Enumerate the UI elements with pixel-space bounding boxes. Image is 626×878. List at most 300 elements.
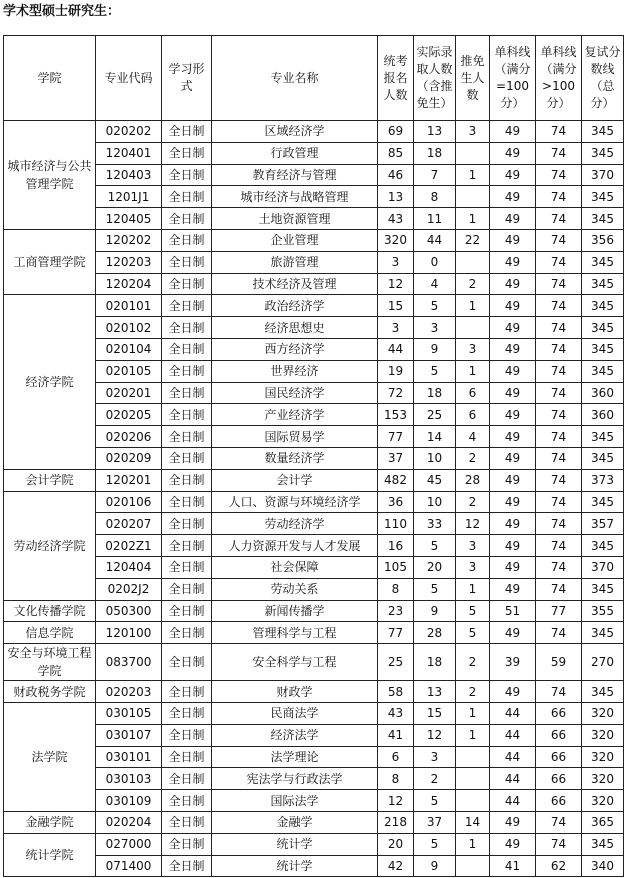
line-100-cell: 49 — [490, 295, 536, 317]
retest-score-cell: 320 — [582, 746, 624, 768]
line-gt100-cell: 66 — [536, 724, 582, 746]
table-row — [4, 208, 624, 230]
line-gt100-cell: 74 — [536, 469, 582, 491]
line-100-cell: 49 — [490, 208, 536, 230]
admitted-cell: 44 — [414, 229, 456, 251]
table-row — [4, 768, 624, 790]
code-cell: 120201 — [96, 469, 162, 491]
retest-score-cell: 345 — [582, 426, 624, 448]
admitted-cell: 33 — [414, 513, 456, 535]
college-cell: 文化传播学院 — [4, 600, 96, 622]
line-gt100-cell: 74 — [536, 681, 582, 703]
mode-cell: 全日制 — [162, 164, 212, 186]
line-100-cell: 49 — [490, 447, 536, 469]
major-cell: 人力资源开发与人才发展 — [212, 535, 378, 557]
college-cell: 劳动经济学院 — [4, 491, 96, 600]
table-row — [4, 681, 624, 703]
mode-cell: 全日制 — [162, 447, 212, 469]
admitted-cell: 3 — [414, 746, 456, 768]
retest-score-cell: 345 — [582, 833, 624, 855]
major-cell: 金融学 — [212, 811, 378, 833]
applicants-cell: 12 — [378, 273, 414, 295]
table-row — [4, 724, 624, 746]
table-row — [4, 855, 624, 877]
exempt-cell: 2 — [456, 491, 490, 513]
line-100-cell: 49 — [490, 121, 536, 143]
retest-score-cell: 373 — [582, 469, 624, 491]
retest-score-cell: 345 — [582, 295, 624, 317]
major-cell: 民商法学 — [212, 702, 378, 724]
major-cell: 经济法学 — [212, 724, 378, 746]
mode-cell: 全日制 — [162, 681, 212, 703]
mode-cell: 全日制 — [162, 273, 212, 295]
table-row — [4, 833, 624, 855]
major-cell: 国际法学 — [212, 790, 378, 812]
line-gt100-cell: 74 — [536, 360, 582, 382]
exempt-cell — [456, 855, 490, 877]
applicants-cell: 42 — [378, 855, 414, 877]
applicants-cell: 8 — [378, 578, 414, 600]
applicants-cell: 320 — [378, 229, 414, 251]
exempt-cell: 1 — [456, 208, 490, 230]
line-100-cell: 49 — [490, 833, 536, 855]
applicants-cell: 77 — [378, 622, 414, 644]
major-cell: 世界经济 — [212, 360, 378, 382]
college-cell: 金融学院 — [4, 811, 96, 833]
admitted-cell: 20 — [414, 556, 456, 578]
line-100-cell: 51 — [490, 600, 536, 622]
table-row — [4, 317, 624, 339]
exempt-cell — [456, 186, 490, 208]
line-100-cell: 49 — [490, 469, 536, 491]
code-cell: 030105 — [96, 702, 162, 724]
header-applicants: 统考报名人数 — [378, 36, 414, 121]
table-row — [4, 535, 624, 557]
admitted-cell: 0 — [414, 251, 456, 273]
code-cell: 020205 — [96, 404, 162, 426]
code-cell: 071400 — [96, 855, 162, 877]
retest-score-cell: 320 — [582, 702, 624, 724]
table-row — [4, 790, 624, 812]
mode-cell: 全日制 — [162, 768, 212, 790]
table-row — [4, 121, 624, 143]
college-cell: 统计学院 — [4, 833, 96, 877]
exempt-cell: 28 — [456, 469, 490, 491]
admitted-cell: 18 — [414, 142, 456, 164]
retest-score-cell: 356 — [582, 229, 624, 251]
exempt-cell: 2 — [456, 644, 490, 681]
code-cell: 020209 — [96, 447, 162, 469]
exempt-cell: 2 — [456, 681, 490, 703]
exempt-cell: 3 — [456, 121, 490, 143]
line-gt100-cell: 74 — [536, 338, 582, 360]
exempt-cell: 1 — [456, 702, 490, 724]
admitted-cell: 5 — [414, 360, 456, 382]
code-cell: 030103 — [96, 768, 162, 790]
header-retest-score: 复试分数线（总分） — [582, 36, 624, 121]
admitted-cell: 45 — [414, 469, 456, 491]
line-gt100-cell: 66 — [536, 746, 582, 768]
major-cell: 旅游管理 — [212, 251, 378, 273]
line-gt100-cell: 77 — [536, 600, 582, 622]
code-cell: 120100 — [96, 622, 162, 644]
major-cell: 企业管理 — [212, 229, 378, 251]
line-gt100-cell: 74 — [536, 273, 582, 295]
code-cell: 030107 — [96, 724, 162, 746]
retest-score-cell: 345 — [582, 447, 624, 469]
code-cell: 030101 — [96, 746, 162, 768]
major-cell: 社会保障 — [212, 556, 378, 578]
line-gt100-cell: 74 — [536, 295, 582, 317]
code-cell: 020202 — [96, 121, 162, 143]
admitted-cell: 12 — [414, 724, 456, 746]
mode-cell: 全日制 — [162, 855, 212, 877]
page-title: 学术型硕士研究生： — [3, 4, 121, 19]
college-cell: 工商管理学院 — [4, 229, 96, 294]
applicants-cell: 3 — [378, 251, 414, 273]
applicants-cell: 46 — [378, 164, 414, 186]
admitted-cell: 37 — [414, 811, 456, 833]
major-cell: 管理科学与工程 — [212, 622, 378, 644]
line-gt100-cell: 66 — [536, 702, 582, 724]
mode-cell: 全日制 — [162, 702, 212, 724]
table-row — [4, 295, 624, 317]
retest-score-cell: 345 — [582, 273, 624, 295]
exempt-cell — [456, 317, 490, 339]
retest-score-cell: 345 — [582, 338, 624, 360]
major-cell: 城市经济与战略管理 — [212, 186, 378, 208]
admitted-cell: 25 — [414, 404, 456, 426]
code-cell: 030109 — [96, 790, 162, 812]
admitted-cell: 11 — [414, 208, 456, 230]
applicants-cell: 110 — [378, 513, 414, 535]
line-100-cell: 49 — [490, 338, 536, 360]
code-cell: 020102 — [96, 317, 162, 339]
major-cell: 新闻传播学 — [212, 600, 378, 622]
line-100-cell: 44 — [490, 702, 536, 724]
table-row — [4, 811, 624, 833]
retest-score-cell: 345 — [582, 186, 624, 208]
header-college: 学院 — [4, 36, 96, 121]
applicants-cell: 77 — [378, 426, 414, 448]
mode-cell: 全日制 — [162, 724, 212, 746]
code-cell: 120403 — [96, 164, 162, 186]
major-cell: 国际贸易学 — [212, 426, 378, 448]
applicants-cell: 23 — [378, 600, 414, 622]
major-cell: 统计学 — [212, 855, 378, 877]
major-cell: 法学理论 — [212, 746, 378, 768]
retest-score-cell: 345 — [582, 208, 624, 230]
line-100-cell: 41 — [490, 855, 536, 877]
admitted-cell: 3 — [414, 317, 456, 339]
code-cell: 050300 — [96, 600, 162, 622]
table-row — [4, 229, 624, 251]
line-100-cell: 49 — [490, 186, 536, 208]
retest-score-cell: 360 — [582, 382, 624, 404]
code-cell: 020105 — [96, 360, 162, 382]
exempt-cell: 1 — [456, 724, 490, 746]
table-row — [4, 644, 624, 681]
college-cell: 经济学院 — [4, 295, 96, 469]
mode-cell: 全日制 — [162, 746, 212, 768]
major-cell: 劳动经济学 — [212, 513, 378, 535]
admitted-cell: 15 — [414, 702, 456, 724]
retest-score-cell: 345 — [582, 535, 624, 557]
code-cell: 120404 — [96, 556, 162, 578]
mode-cell: 全日制 — [162, 535, 212, 557]
exempt-cell — [456, 746, 490, 768]
exempt-cell — [456, 768, 490, 790]
applicants-cell: 8 — [378, 768, 414, 790]
college-cell: 法学院 — [4, 702, 96, 811]
retest-score-cell: 370 — [582, 556, 624, 578]
line-100-cell: 49 — [490, 535, 536, 557]
applicants-cell: 72 — [378, 382, 414, 404]
table-row — [4, 338, 624, 360]
applicants-cell: 85 — [378, 142, 414, 164]
admitted-cell: 8 — [414, 186, 456, 208]
line-100-cell: 49 — [490, 229, 536, 251]
line-100-cell: 44 — [490, 746, 536, 768]
mode-cell: 全日制 — [162, 317, 212, 339]
code-cell: 120202 — [96, 229, 162, 251]
major-cell: 安全科学与工程 — [212, 644, 378, 681]
mode-cell: 全日制 — [162, 121, 212, 143]
header-line-gt100: 单科线（满分>100分） — [536, 36, 582, 121]
college-cell: 城市经济与公共管理学院 — [4, 121, 96, 230]
header-exempt: 推免生人数 — [456, 36, 490, 121]
mode-cell: 全日制 — [162, 811, 212, 833]
line-gt100-cell: 62 — [536, 855, 582, 877]
exempt-cell: 2 — [456, 447, 490, 469]
applicants-cell: 482 — [378, 469, 414, 491]
line-100-cell: 49 — [490, 491, 536, 513]
line-gt100-cell: 74 — [536, 251, 582, 273]
table-row — [4, 491, 624, 513]
applicants-cell: 43 — [378, 702, 414, 724]
retest-score-cell: 320 — [582, 790, 624, 812]
line-100-cell: 49 — [490, 251, 536, 273]
retest-score-cell: 365 — [582, 811, 624, 833]
line-gt100-cell: 66 — [536, 790, 582, 812]
applicants-cell: 19 — [378, 360, 414, 382]
college-cell: 财政税务学院 — [4, 681, 96, 703]
retest-score-cell: 360 — [582, 404, 624, 426]
retest-score-cell: 340 — [582, 855, 624, 877]
header-admitted: 实际录取人数（含推免生） — [414, 36, 456, 121]
table-body — [4, 121, 624, 877]
line-100-cell: 49 — [490, 811, 536, 833]
admitted-cell: 2 — [414, 768, 456, 790]
code-cell: 020206 — [96, 426, 162, 448]
code-cell: 020201 — [96, 382, 162, 404]
retest-score-cell: 357 — [582, 513, 624, 535]
exempt-cell: 5 — [456, 600, 490, 622]
applicants-cell: 25 — [378, 644, 414, 681]
major-cell: 政治经济学 — [212, 295, 378, 317]
line-gt100-cell: 74 — [536, 404, 582, 426]
line-gt100-cell: 74 — [536, 426, 582, 448]
exempt-cell: 4 — [456, 426, 490, 448]
applicants-cell: 153 — [378, 404, 414, 426]
exempt-cell: 6 — [456, 382, 490, 404]
mode-cell: 全日制 — [162, 338, 212, 360]
admitted-cell: 4 — [414, 273, 456, 295]
line-100-cell: 49 — [490, 578, 536, 600]
line-gt100-cell: 59 — [536, 644, 582, 681]
exempt-cell — [456, 251, 490, 273]
line-100-cell: 49 — [490, 622, 536, 644]
exempt-cell — [456, 142, 490, 164]
admitted-cell: 5 — [414, 833, 456, 855]
code-cell: 020203 — [96, 681, 162, 703]
exempt-cell: 1 — [456, 578, 490, 600]
code-cell: 120204 — [96, 273, 162, 295]
header-major: 专业名称 — [212, 36, 378, 121]
admitted-cell: 18 — [414, 382, 456, 404]
admitted-cell: 9 — [414, 338, 456, 360]
retest-score-cell: 270 — [582, 644, 624, 681]
table-header — [4, 36, 624, 121]
mode-cell: 全日制 — [162, 208, 212, 230]
retest-score-cell: 345 — [582, 251, 624, 273]
retest-score-cell: 345 — [582, 578, 624, 600]
line-gt100-cell: 74 — [536, 556, 582, 578]
table-row — [4, 513, 624, 535]
code-cell: 0202Z1 — [96, 535, 162, 557]
mode-cell: 全日制 — [162, 600, 212, 622]
line-100-cell: 49 — [490, 273, 536, 295]
exempt-cell: 1 — [456, 295, 490, 317]
code-cell: 120401 — [96, 142, 162, 164]
code-cell: 020101 — [96, 295, 162, 317]
mode-cell: 全日制 — [162, 426, 212, 448]
retest-score-cell: 345 — [582, 681, 624, 703]
mode-cell: 全日制 — [162, 186, 212, 208]
exempt-cell: 14 — [456, 811, 490, 833]
college-cell: 安全与环境工程学院 — [4, 644, 96, 681]
line-100-cell: 49 — [490, 382, 536, 404]
major-cell: 土地资源管理 — [212, 208, 378, 230]
college-cell: 信息学院 — [4, 622, 96, 644]
admitted-cell: 5 — [414, 295, 456, 317]
code-cell: 120405 — [96, 208, 162, 230]
exempt-cell: 3 — [456, 556, 490, 578]
code-cell: 027000 — [96, 833, 162, 855]
code-cell: 0202J2 — [96, 578, 162, 600]
line-100-cell: 49 — [490, 556, 536, 578]
line-gt100-cell: 74 — [536, 447, 582, 469]
table-row — [4, 273, 624, 295]
admitted-cell: 5 — [414, 535, 456, 557]
applicants-cell: 12 — [378, 790, 414, 812]
applicants-cell: 13 — [378, 186, 414, 208]
code-cell: 020204 — [96, 811, 162, 833]
major-cell: 宪法学与行政法学 — [212, 768, 378, 790]
line-gt100-cell: 74 — [536, 208, 582, 230]
table-row — [4, 426, 624, 448]
exempt-cell — [456, 790, 490, 812]
table-row — [4, 578, 624, 600]
major-cell: 经济思想史 — [212, 317, 378, 339]
mode-cell: 全日制 — [162, 251, 212, 273]
applicants-cell: 44 — [378, 338, 414, 360]
applicants-cell: 105 — [378, 556, 414, 578]
mode-cell: 全日制 — [162, 833, 212, 855]
code-cell: 020207 — [96, 513, 162, 535]
mode-cell: 全日制 — [162, 556, 212, 578]
line-gt100-cell: 74 — [536, 833, 582, 855]
exempt-cell: 2 — [456, 273, 490, 295]
major-cell: 区域经济学 — [212, 121, 378, 143]
major-cell: 产业经济学 — [212, 404, 378, 426]
college-cell: 会计学院 — [4, 469, 96, 491]
line-gt100-cell: 74 — [536, 121, 582, 143]
exempt-cell: 1 — [456, 164, 490, 186]
major-cell: 数量经济学 — [212, 447, 378, 469]
major-cell: 会计学 — [212, 469, 378, 491]
retest-score-cell: 370 — [582, 164, 624, 186]
admitted-cell: 10 — [414, 491, 456, 513]
applicants-cell: 20 — [378, 833, 414, 855]
admitted-cell: 7 — [414, 164, 456, 186]
major-cell: 行政管理 — [212, 142, 378, 164]
exempt-cell: 5 — [456, 622, 490, 644]
applicants-cell: 3 — [378, 317, 414, 339]
applicants-cell: 41 — [378, 724, 414, 746]
line-gt100-cell: 74 — [536, 491, 582, 513]
admitted-cell: 9 — [414, 600, 456, 622]
header-mode: 学习形式 — [162, 36, 212, 121]
major-cell: 统计学 — [212, 833, 378, 855]
table-row — [4, 251, 624, 273]
line-gt100-cell: 74 — [536, 229, 582, 251]
line-100-cell: 49 — [490, 317, 536, 339]
mode-cell: 全日制 — [162, 404, 212, 426]
mode-cell: 全日制 — [162, 491, 212, 513]
table-row — [4, 746, 624, 768]
code-cell: 083700 — [96, 644, 162, 681]
line-gt100-cell: 74 — [536, 622, 582, 644]
table-row — [4, 164, 624, 186]
exempt-cell: 3 — [456, 535, 490, 557]
retest-score-cell: 355 — [582, 600, 624, 622]
mode-cell: 全日制 — [162, 513, 212, 535]
applicants-cell: 16 — [378, 535, 414, 557]
major-cell: 人口、资源与环境经济学 — [212, 491, 378, 513]
table-row — [4, 622, 624, 644]
exempt-cell: 1 — [456, 833, 490, 855]
header-code: 专业代码 — [96, 36, 162, 121]
line-100-cell: 39 — [490, 644, 536, 681]
line-100-cell: 44 — [490, 724, 536, 746]
admission-table — [3, 35, 624, 877]
retest-score-cell: 345 — [582, 121, 624, 143]
mode-cell: 全日制 — [162, 578, 212, 600]
mode-cell: 全日制 — [162, 360, 212, 382]
code-cell: 020104 — [96, 338, 162, 360]
applicants-cell: 36 — [378, 491, 414, 513]
line-gt100-cell: 74 — [536, 186, 582, 208]
retest-score-cell: 345 — [582, 142, 624, 164]
line-gt100-cell: 74 — [536, 535, 582, 557]
admitted-cell: 28 — [414, 622, 456, 644]
admitted-cell: 13 — [414, 121, 456, 143]
line-100-cell: 44 — [490, 768, 536, 790]
line-gt100-cell: 74 — [536, 317, 582, 339]
applicants-cell: 6 — [378, 746, 414, 768]
mode-cell: 全日制 — [162, 382, 212, 404]
